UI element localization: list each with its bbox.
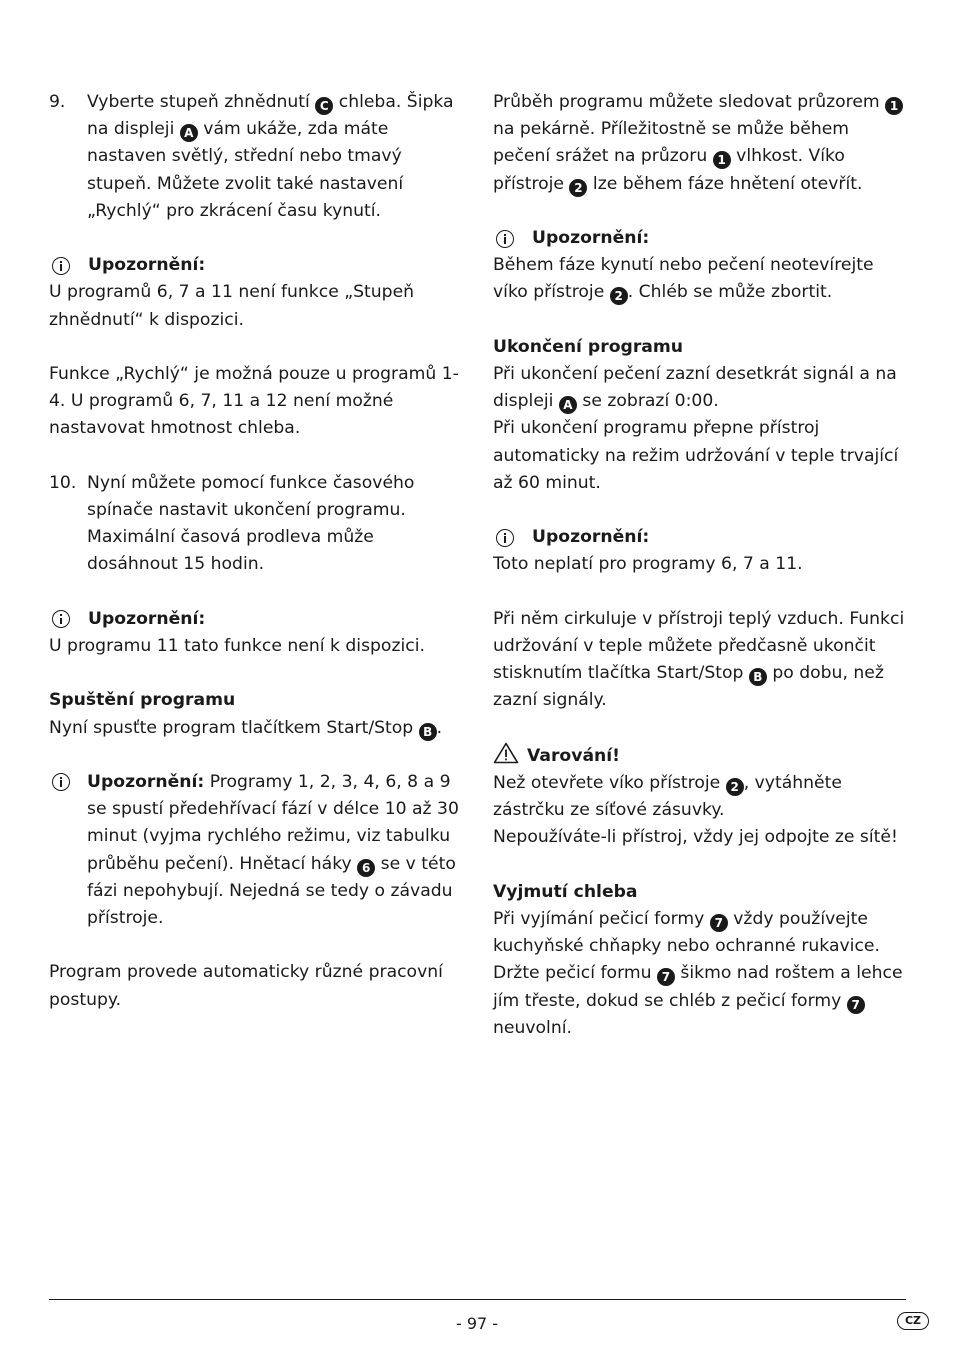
section-text: Držte pečicí formu 7 šikmo nad roštem a lehce jím třeste, dokud se chléb z pečicí formy 7 neuvolní. (493, 963, 903, 1038)
note-text: Upozornění: Programy 1, 2, 3, 4, 6, 8 a 9 se spustí předehřívací fází v délce 10 až 30 minut (vyjma rychlého režimu, viz tabulku průběhu pečení). Hnětací háky 6 se v této fázi nepohybují. Nejedná se tedy o závadu přístroje. (87, 771, 459, 928)
section-heading: Vyjmutí chleba (493, 881, 638, 902)
badge-b-icon: B (419, 723, 437, 741)
badge-7-icon: 7 (657, 968, 675, 986)
warning-heading (493, 742, 905, 770)
info-icon (52, 257, 70, 275)
note-text: U programů 6, 7 a 11 není funkce „Stupeň zhnědnutí“ k dispozici. (49, 282, 415, 330)
info-icon (496, 230, 514, 248)
badge-2-icon: 2 (726, 778, 744, 796)
note-title: Upozornění: (88, 608, 206, 629)
warning-text: Nepoužíváte-li přístroj, vždy jej odpojte ze sítě! (493, 827, 898, 848)
badge-7-icon: 7 (847, 996, 865, 1014)
note-title: Upozornění: (532, 527, 650, 548)
footer-divider (49, 1299, 906, 1300)
step-text: Nyní můžete pomocí funkce časového spínače nastavit ukončení programu. Maximální časová prodleva může dosáhnout 15 hodin. (87, 472, 415, 575)
section-start-program (49, 687, 461, 741)
section-text: Nyní spusťte program tlačítkem Start/Stop B . (49, 717, 443, 739)
step-10 (49, 470, 461, 579)
info-icon (52, 773, 70, 791)
step-text: Vyberte stupeň zhnědnutí C chleba. Šipka na displeji A vám ukáže, zda máte nastaven světlý, střední nebo tmavý stupeň. Můžete zvolit také nastavení „Rychlý“ pro zkrácení času kynutí. (87, 92, 454, 221)
page-number: - 97 - (455, 1314, 499, 1333)
section-end-program (493, 334, 905, 497)
paragraph-rychly: Funkce „Rychlý“ je možná pouze u programů 1-4. U programů 6, 7, 11 a 12 není možné nastavovat hmotnost chleba. (49, 364, 459, 439)
paragraph-program: Program provede automaticky různé pracovní postupy. (49, 962, 443, 1010)
step-9 (49, 89, 461, 225)
note-preheat (49, 769, 461, 932)
note-text: U programu 11 tato funkce není k dispozici. (49, 636, 425, 656)
note-timer (49, 606, 461, 660)
section-heading: Spuštění programu (49, 690, 236, 711)
right-column (493, 89, 905, 1042)
badge-a-icon: A (180, 124, 198, 142)
warning-triangle-icon (493, 742, 519, 764)
note-text: Toto neplatí pro programy 6, 7 a 11. (493, 554, 803, 575)
info-icon (52, 610, 70, 628)
paragraph-progress: Průběh programu můžete sledovat průzorem 1 na pekárně. Příležitostně se může během pečení srážet na průzoru 1 vlhkost. Víko přístroje 2 lze během fáze hnětení otevřít. (493, 89, 905, 198)
badge-6-icon: 6 (357, 859, 375, 877)
note-title: Upozornění: (88, 255, 206, 276)
section-text: Při ukončení programu přepne přístroj automaticky na režim udržování v teple trvající až 60 minut. (493, 418, 899, 493)
warning-title: Varování! (527, 745, 621, 766)
info-icon (496, 529, 514, 547)
badge-b-icon: B (749, 668, 767, 686)
warning-text: Než otevřete víko přístroje 2 , vytáhněte zástrčku ze síťové zásuvky. (493, 773, 842, 821)
left-column (49, 89, 461, 1014)
language-badge: CZ (897, 1312, 929, 1330)
section-text: Při vyjímání pečicí formy 7 vždy používejte kuchyňské chňapky nebo ochranné rukavice. (493, 909, 880, 957)
warning-block (493, 742, 905, 852)
section-text: Při ukončení pečení zazní desetkrát signál a na displeji A se zobrazí 0:00. (493, 364, 897, 413)
note-browning (49, 252, 461, 334)
step-number: 9. (49, 92, 66, 112)
paragraph-keep-warm: Při něm cirkuluje v přístroji teplý vzduch. Funkci udržování v teple můžete předčasně ukončit stisknutím tlačítka Start/Stop B po dobu, než zazní signály. (493, 608, 905, 711)
section-remove-bread (493, 879, 905, 1042)
note-lid (493, 225, 905, 307)
note-title: Upozornění: (87, 771, 205, 792)
badge-1-icon: 1 (713, 151, 731, 169)
note-title: Upozornění: (532, 228, 650, 248)
note-text: Během fáze kynutí nebo pečení neotevírejte víko přístroje 2 . Chléb se může zbortit. (493, 255, 874, 304)
badge-2-icon: 2 (569, 179, 587, 197)
step-number: 10. (49, 472, 77, 493)
note-programs (493, 524, 905, 578)
section-heading: Ukončení programu (493, 336, 684, 357)
badge-7-icon: 7 (710, 914, 728, 932)
badge-2-icon: 2 (610, 287, 628, 305)
badge-a-icon: A (559, 396, 577, 414)
badge-1-icon: 1 (885, 97, 903, 115)
badge-c-icon: C (315, 97, 333, 115)
